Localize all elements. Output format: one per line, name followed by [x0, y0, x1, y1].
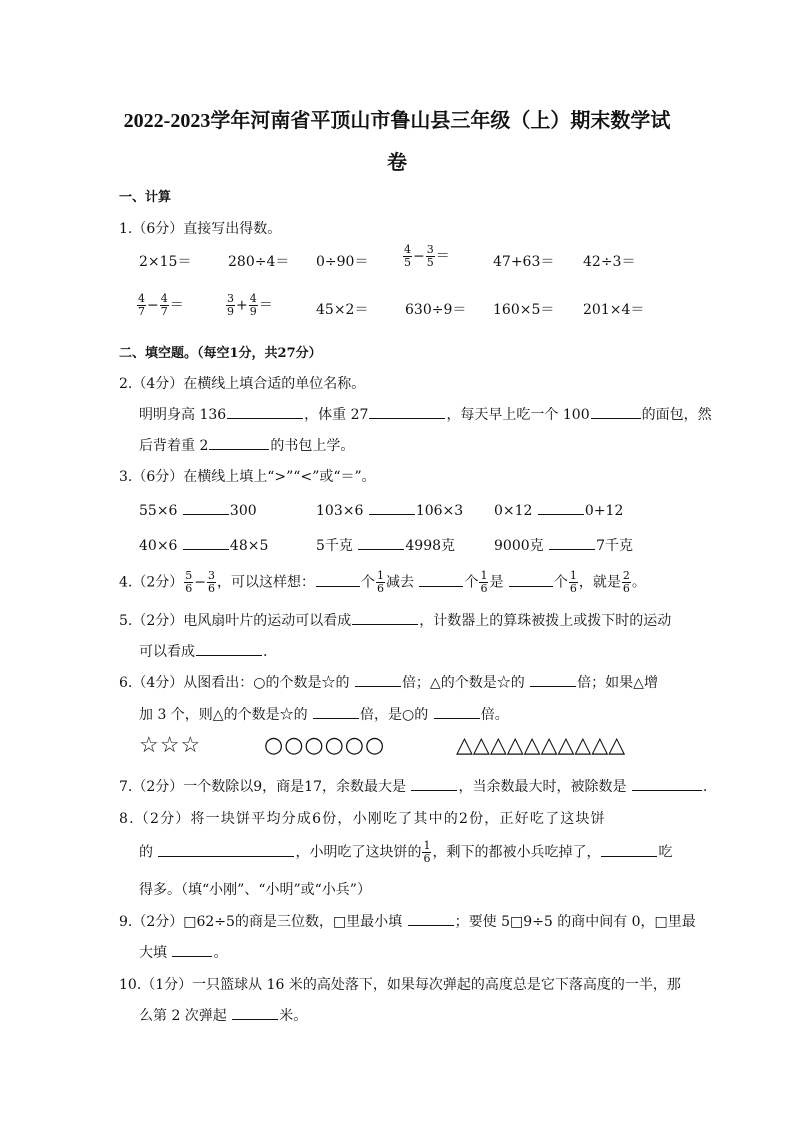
- fraction: $\frac{1}{6}$: [423, 839, 431, 865]
- q3-item: 40×6 48×5: [139, 535, 268, 554]
- q1-item: 201×4＝: [583, 302, 645, 318]
- answer-blank[interactable]: [434, 704, 480, 719]
- q8-line1: 8.（2分）将一块饼平均分成6份，小刚吃了其中的2份，正好吃了这块饼: [119, 811, 606, 827]
- answer-blank[interactable]: [196, 641, 262, 656]
- q1-item: 2×15＝: [139, 254, 192, 270]
- q3-item: 9000克 7千克: [494, 535, 633, 555]
- q6-line2: 加 3 个，则△的个数是☆的 倍，是○的 倍。: [139, 704, 509, 724]
- answer-blank[interactable]: [601, 842, 657, 857]
- fraction: $\frac{3}{6}$: [208, 569, 215, 595]
- answer-blank[interactable]: [549, 535, 595, 550]
- fraction: $\frac{4}{5}$: [404, 243, 411, 269]
- page-title-line1: 2022-2023学年河南省平顶山市鲁山县三年级（上）期末数学试: [123, 110, 671, 132]
- q3-stem: 3.（6分）在横线上填上“>”“<”或“＝”。: [119, 469, 376, 485]
- answer-blank[interactable]: [172, 942, 212, 957]
- answer-blank[interactable]: [158, 842, 294, 857]
- fraction: $\frac{5}{6}$: [185, 569, 193, 595]
- q9-line1: 9.（2分）□62÷5的商是三位数，□里最小填 ；要使 5□9÷5 的商中间有 0，□里最: [119, 911, 696, 931]
- q7-line: 7.（2分）一个数除以9，商是17，余数最大是 ，当余数最大时，被除数是 .: [119, 776, 707, 796]
- q10-line2: 么第 2 次弹起 米。: [139, 1005, 307, 1025]
- page-title-line2: 卷: [387, 152, 407, 174]
- answer-blank[interactable]: [369, 500, 415, 515]
- fraction: $\frac{3}{9}$: [227, 292, 234, 318]
- answer-blank[interactable]: [183, 535, 229, 550]
- triangles-figure: △△△△△△△△△△: [456, 733, 626, 758]
- answer-blank[interactable]: [183, 500, 229, 515]
- q1-item: 42÷3＝: [583, 254, 636, 270]
- answer-blank[interactable]: [352, 610, 418, 625]
- q10-line1: 10.（1分）一只篮球从 16 米的高处落下，如果每次弹起的高度总是它下落高度的一半，那: [119, 977, 681, 993]
- q2-stem: 2.（4分）在横线上填合适的单位名称。: [119, 376, 366, 392]
- answer-blank[interactable]: [355, 672, 401, 687]
- fraction: $\frac{1}{6}$: [480, 569, 488, 595]
- answer-blank[interactable]: [227, 404, 303, 419]
- q1-item: 0÷90＝: [316, 254, 369, 270]
- stars-figure: ☆☆☆: [139, 733, 202, 758]
- q1-stem: 1.（6分）直接写出得数。: [119, 221, 282, 237]
- q5-line1: 5.（2分）电风扇叶片的运动可以看成 ，计数器上的算珠被拨上或拨下时的运动: [119, 610, 671, 630]
- q1-item: 47+63＝: [493, 254, 555, 270]
- q1-fraction-expr: $\frac{4}{7}$ − $\frac{4}{7}$ ＝: [138, 292, 184, 318]
- fraction: $\frac{1}{6}$: [569, 569, 577, 595]
- q3-item: 0×12 0+12: [494, 500, 623, 519]
- answer-blank[interactable]: [313, 704, 359, 719]
- answer-blank[interactable]: [369, 404, 445, 419]
- q1-item: 630÷9＝: [405, 302, 467, 318]
- q3-item: 5千克 4998克: [316, 535, 455, 555]
- section-heading-fill: 二、填空题。（每空1分，共27分）: [119, 346, 322, 361]
- section-heading-calc: 一、计算: [119, 190, 172, 205]
- q6-line1: 6.（4分）从图看出：○的个数是☆的 倍；△的个数是☆的 倍；如果△增: [119, 672, 658, 692]
- q8-line2: 的 ，小明吃了这块饼的 $\frac{1}{6}$ ，剩下的都被小兵吃掉了， 吃: [139, 839, 673, 865]
- q2-line2: 后背着重 2 的书包上学。: [139, 435, 354, 455]
- answer-blank[interactable]: [538, 500, 584, 515]
- q1-item: 280÷4＝: [228, 254, 290, 270]
- fraction: $\frac{1}{6}$: [377, 569, 384, 595]
- answer-blank[interactable]: [358, 535, 404, 550]
- q3-item: 55×6 300: [139, 500, 257, 519]
- q1-fraction-expr: $\frac{4}{5}$ − $\frac{3}{5}$ ＝: [404, 243, 450, 269]
- q1-item: 160×5＝: [493, 302, 555, 318]
- answer-blank[interactable]: [530, 672, 576, 687]
- answer-blank[interactable]: [632, 776, 702, 791]
- answer-blank[interactable]: [408, 911, 454, 926]
- answer-blank[interactable]: [509, 572, 553, 587]
- answer-blank[interactable]: [591, 404, 641, 419]
- fraction: $\frac{4}{9}$: [249, 292, 257, 318]
- q1-item: 45×2＝: [316, 302, 369, 318]
- q3-item: 103×6 106×3: [316, 500, 463, 519]
- q8-line3: 得多。（填“小刚”、“小明”或“小兵”）: [139, 882, 371, 898]
- answer-blank[interactable]: [232, 1005, 278, 1020]
- q1-fraction-expr: $\frac{3}{9}$ + $\frac{4}{9}$ ＝: [227, 292, 273, 318]
- circles-figure: ○○○○○○: [264, 733, 386, 758]
- fraction: $\frac{4}{7}$: [160, 292, 168, 318]
- fraction: $\frac{4}{7}$: [138, 292, 145, 318]
- answer-blank[interactable]: [411, 776, 457, 791]
- answer-blank[interactable]: [316, 572, 360, 587]
- fraction: $\frac{2}{6}$: [622, 569, 630, 595]
- fraction: $\frac{3}{5}$: [426, 243, 434, 269]
- q5-line2: 可以看成 .: [139, 641, 267, 661]
- answer-blank[interactable]: [209, 435, 269, 450]
- q2-line1: 明明身高 136 ，体重 27 ，每天早上吃一个 100 的面包，然: [139, 404, 712, 424]
- q4-line: 4.（2分） $\frac{5}{6}$ − $\frac{3}{6}$ ，可以这样想： 个 $\frac{1}{6}$ 减去 个 $\frac{1}{6}$ 是 个 $\frac{1}{6}$ ，就是 $\frac{2}{6}$ 。: [119, 569, 646, 595]
- answer-blank[interactable]: [419, 572, 463, 587]
- q9-line2: 大填 。: [139, 942, 227, 962]
